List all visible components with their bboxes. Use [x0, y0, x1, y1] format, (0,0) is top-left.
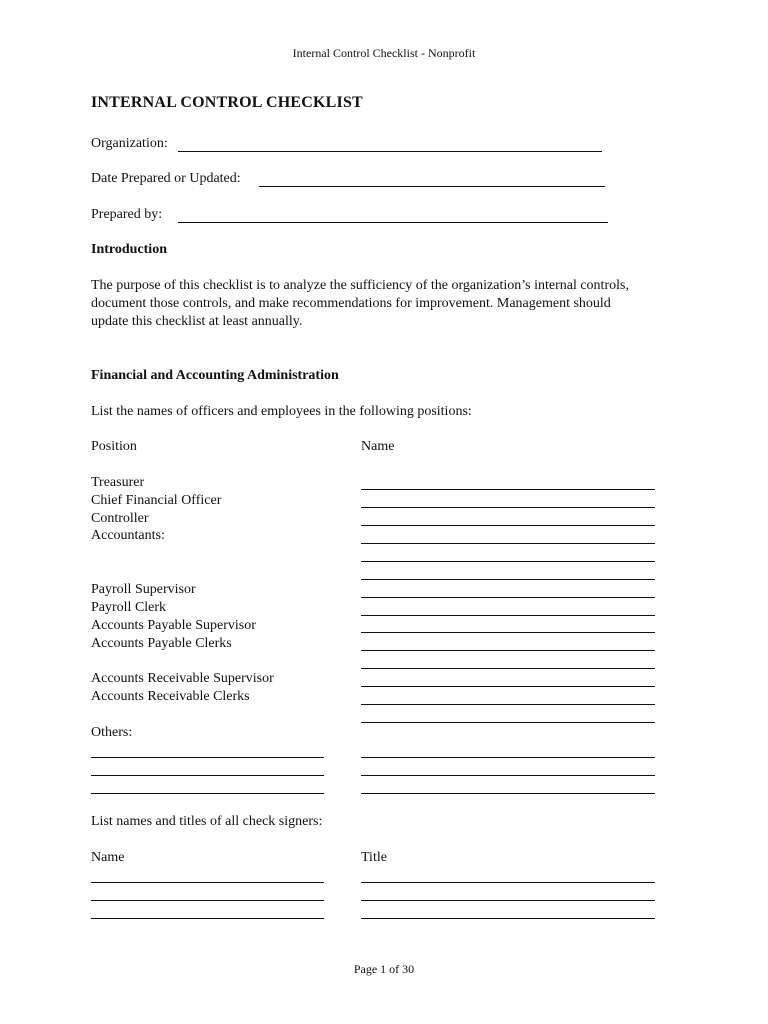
position-label: Others: [91, 725, 133, 740]
signers-instruction: List names and titles of all check signers: [91, 814, 323, 829]
others-name-line[interactable] [361, 757, 655, 758]
signer-title-line[interactable] [361, 882, 655, 883]
position-column-header: Position [91, 439, 137, 454]
introduction-line: The purpose of this checklist is to analyze the sufficiency of the organization’s internal controls, [91, 278, 629, 293]
organization-field-line[interactable] [178, 151, 602, 152]
name-field-line[interactable] [361, 615, 655, 616]
name-field-line[interactable] [361, 579, 655, 580]
name-field-line[interactable] [361, 650, 655, 651]
position-label: Accounts Payable Supervisor [91, 618, 256, 633]
introduction-paragraph [91, 277, 681, 331]
page-number: Page 1 of 30 [353, 962, 415, 976]
name-column-header: Name [361, 439, 395, 454]
prepared-by-field-line[interactable] [178, 222, 608, 223]
name-field-line[interactable] [361, 668, 655, 669]
signer-name-line[interactable] [91, 918, 324, 919]
signer-name-line[interactable] [91, 882, 324, 883]
others-position-line[interactable] [91, 757, 324, 758]
introduction-line: update this checklist at least annually. [91, 314, 303, 329]
signer-title-column-header: Title [361, 850, 387, 865]
name-field-line[interactable] [361, 543, 655, 544]
position-label: Treasurer [91, 475, 145, 490]
name-field-line[interactable] [361, 632, 655, 633]
prepared-by-label: Prepared by: [91, 207, 163, 222]
date-prepared-field-line[interactable] [259, 186, 605, 187]
position-label: Payroll Supervisor [91, 582, 196, 597]
position-label: Accounts Receivable Supervisor [91, 671, 274, 686]
position-label: Chief Financial Officer [91, 493, 222, 508]
others-name-line[interactable] [361, 793, 655, 794]
running-header: Internal Control Checklist - Nonprofit [292, 46, 476, 60]
organization-label: Organization: [91, 136, 168, 151]
introduction-heading: Introduction [91, 242, 167, 257]
position-label: Accounts Receivable Clerks [91, 689, 250, 704]
name-field-line[interactable] [361, 507, 655, 508]
signer-title-line[interactable] [361, 900, 655, 901]
position-label: Payroll Clerk [91, 600, 167, 615]
name-field-line[interactable] [361, 525, 655, 526]
signer-title-line[interactable] [361, 918, 655, 919]
signer-name-line[interactable] [91, 900, 324, 901]
others-name-line[interactable] [361, 775, 655, 776]
name-field-line[interactable] [361, 722, 655, 723]
introduction-line: document those controls, and make recommendations for improvement. Management should [91, 296, 611, 311]
others-position-line[interactable] [91, 775, 324, 776]
name-field-line[interactable] [361, 704, 655, 705]
financial-instruction: List the names of officers and employees in the following positions: [91, 404, 472, 419]
name-field-line[interactable] [361, 489, 655, 490]
position-label: Accounts Payable Clerks [91, 636, 232, 651]
position-label: Controller [91, 511, 149, 526]
date-prepared-label: Date Prepared or Updated: [91, 171, 241, 186]
name-field-line[interactable] [361, 686, 655, 687]
position-label: Accountants: [91, 528, 165, 543]
signer-name-column-header: Name [91, 850, 125, 865]
others-position-line[interactable] [91, 793, 324, 794]
financial-heading: Financial and Accounting Administration [91, 368, 339, 383]
name-field-line[interactable] [361, 597, 655, 598]
name-field-line[interactable] [361, 561, 655, 562]
document-title: INTERNAL CONTROL CHECKLIST [91, 94, 363, 111]
